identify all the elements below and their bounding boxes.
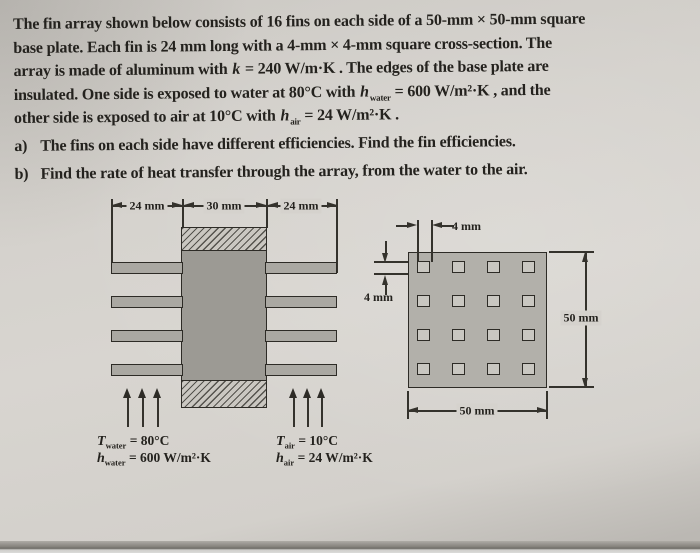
dim-extension-line <box>417 220 419 262</box>
dim-label-fin-width: 4 mm <box>452 219 481 233</box>
problem-line-1: The fin array shown below consists of 16 fins on each side of a 50-mm × 50-mm square <box>13 10 586 33</box>
fin-cross-section <box>452 295 465 307</box>
question-b: b) Find the rate of heat transfer through the array, from the water to the air. <box>14 160 528 183</box>
fin-cross-section <box>522 261 535 273</box>
dim-extension-line <box>374 261 408 263</box>
fin-cross-section <box>487 363 500 375</box>
air-h-coefficient-label: $h_{air} = 24$ W/m²·K <box>276 450 373 468</box>
dim-label-plate-thickness: 30 mm <box>204 199 245 214</box>
problem-line-4: insulated. One side is exposed to water at 80°C with $h_{water} = 600$ W/m²·K , and the <box>13 81 551 104</box>
dim-arrowhead <box>407 222 417 228</box>
photo-paper-edge <box>0 541 700 553</box>
dim-label-plate-height: 50 mm <box>561 311 602 326</box>
fin-cross-section <box>452 329 465 341</box>
fin-cross-section <box>417 329 430 341</box>
problem-line-2: base plate. Each fin is 24 mm long with a 4-mm × 4-mm square cross-section. The <box>13 34 553 57</box>
problem-line-3: array is made of aluminum with k = 240 W/m·K . The edges of the base plate are <box>13 58 549 81</box>
fin-cross-section <box>487 329 500 341</box>
dim-label-plate-width: 50 mm <box>457 404 498 419</box>
fin-cross-section <box>522 329 535 341</box>
fin-grid <box>417 261 535 375</box>
problem-line-5: other side is exposed to air at 10°C with $h_{air} = 24$ W/m²·K . <box>13 106 399 128</box>
question-a: a) The fins on each side have different efficiencies. Find the fin efficiencies. <box>14 133 516 155</box>
dim-arrowhead <box>537 407 547 413</box>
variable-k: k <box>232 61 241 79</box>
fin-cross-section <box>417 363 430 375</box>
fin-cross-section <box>487 295 500 307</box>
fin-cross-section <box>487 261 500 273</box>
dim-extension-line <box>407 391 409 419</box>
dim-extension-line <box>546 391 548 419</box>
water-temperature-label: $T_{water} = 80^\circ C$ <box>97 433 170 451</box>
dim-label-fin-height: 4 mm <box>364 290 393 304</box>
dim-extension-line <box>374 273 408 275</box>
fin-cross-section <box>417 295 430 307</box>
fin-cross-section <box>522 363 535 375</box>
fin-cross-section <box>452 261 465 273</box>
dim-arrowhead <box>582 252 588 262</box>
variable-h-water: h <box>359 83 369 101</box>
fin-cross-section <box>522 295 535 307</box>
fin-cross-section <box>417 261 430 273</box>
dim-arrowhead <box>582 378 588 388</box>
dim-label-fin-length-left: 24 mm <box>127 199 168 214</box>
air-temperature-label: $T_{air} = 10^\circ C$ <box>276 433 339 451</box>
dim-arrowhead <box>408 407 418 413</box>
dim-arrowhead <box>432 222 442 228</box>
variable-h-air: h <box>280 107 290 125</box>
fin-cross-section <box>452 363 465 375</box>
dim-label-fin-length-right: 24 mm <box>281 199 322 214</box>
base-plate-face <box>408 252 547 388</box>
water-h-coefficient-label: $h_{water} = 600$ W/m²·K <box>97 450 211 468</box>
